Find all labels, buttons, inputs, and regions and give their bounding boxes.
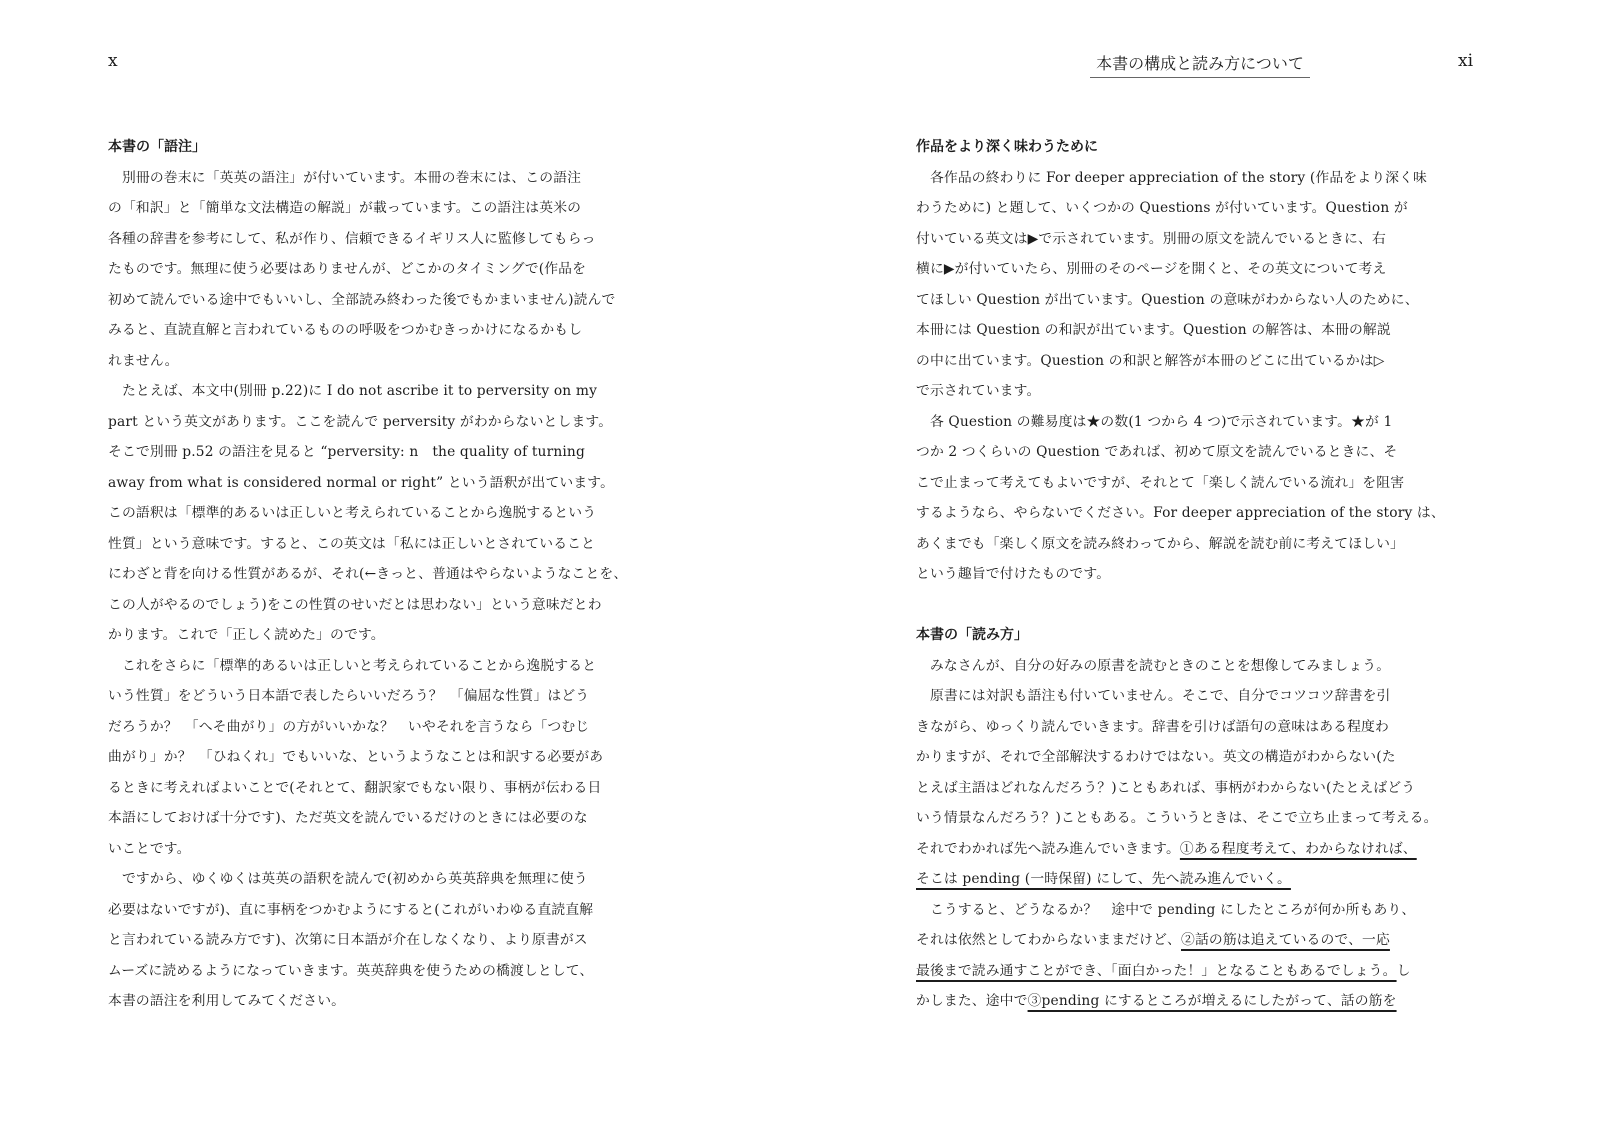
text-line: part という英文があります。ここを読んで perversity がわからないとします。 xyxy=(108,413,613,430)
section-heading-yomikata: 本書の「読み方」 xyxy=(916,627,1028,643)
text-line: たとえば、本文中(別冊 p.22)に I do not ascribe it to perversity on my xyxy=(108,383,598,399)
text-line: 各 Question の難易度は★の数(1 つから 4 つ)で示されています。★が 1 xyxy=(916,413,1393,430)
underlined-phrase: ③pending にするところが増えるにしたがって、話の筋を xyxy=(1027,993,1397,1009)
text-line: この語釈は「標準的あるいは正しいと考えられていることから逸脱するという xyxy=(108,505,597,521)
text-line: で示されています。 xyxy=(916,383,1041,399)
text-line: そこで別冊 p.52 の語注を見ると “perversity: n the quality of turning xyxy=(108,444,585,460)
section-heading-goshu: 本書の「語注」 xyxy=(108,139,206,155)
page-number-left: x xyxy=(108,51,118,71)
text-segment: し xyxy=(1396,962,1411,979)
underlined-phrase: 最後まで読み通すことができ、「面白かった！」となることもあるでしょう。 xyxy=(916,962,1397,979)
text-line: 原書には対訳も語注も付いていません。そこで、自分でコツコツ辞書を引 xyxy=(916,688,1391,704)
text-line: の中に出ています。Question の和訳と解答が本冊のどこに出ているかは▷ xyxy=(916,352,1385,369)
section-body-goshu xyxy=(108,163,674,1017)
text-line: かりますが、それで全部解決するわけではない。英文の構造がわからない(た xyxy=(916,749,1396,765)
section-body-appreciation xyxy=(916,163,1482,590)
text-line: 別冊の巻末に「英英の語注」が付いています。本冊の巻末には、この語注 xyxy=(108,169,582,186)
text-line: あくまでも「楽しく原文を読み終わってから、解説を読む前に考えてほしい」 xyxy=(916,535,1405,552)
underlined-phrase: ②話の筋は追えているので、一応 xyxy=(1181,932,1390,948)
section-body-yomikata-underlined xyxy=(916,834,1482,1017)
text-line-underlined xyxy=(916,834,1482,865)
text-line: この人がやるのでしょう)をこの性質のせいだとは思わない」という意味だとわ xyxy=(108,596,602,613)
text-line: にわざと背を向ける性質があるが、それ(←きっと、普通はやらないようなことを、 xyxy=(108,566,628,582)
text-line: これをさらに「標準的あるいは正しいと考えられていることから逸脱すると xyxy=(108,657,597,674)
underlined-phrase: ①ある程度考えて、わからなければ、 xyxy=(1179,840,1417,857)
section-body-yomikata xyxy=(916,651,1482,834)
section-heading-appreciation: 作品をより深く味わうために xyxy=(916,139,1098,155)
text-line: ですから、ゆくゆくは英英の語釈を読んで(初めから英英辞典を無理に使う xyxy=(108,871,588,887)
text-line: 横に▶が付いていたら、別冊のそのページを開くと、その英文について考え xyxy=(916,261,1387,277)
text-line: と言われている読み方です)、次第に日本語が介在しなくなり、より原書がス xyxy=(108,932,588,948)
text-line: とえば主語はどれなんだろう？)こともあれば、事柄がわからない(たとえばどう xyxy=(916,779,1416,796)
text-segment: こうすると、どうなるか？ 途中で pending にしたところが何か所もあり、 xyxy=(916,901,1416,918)
text-line: こで止まって考えてもよいですが、それとて「楽しく読んでいる流れ」を阻害 xyxy=(916,474,1405,491)
right-page xyxy=(800,0,1600,1135)
text-segment: かしまた、途中で xyxy=(916,993,1028,1009)
text-line: わうために) と題して、いくつかの Questions が付いています。Question が xyxy=(916,200,1408,216)
text-line: 初めて読んでいる途中でもいいし、全部読み終わった後でもかまいません)読んで xyxy=(108,291,616,308)
text-line-underlined xyxy=(916,925,1482,956)
text-segment: それは依然としてわからないままだけど、 xyxy=(916,932,1181,948)
text-line: away from what is considered normal or right” という語釈が出ています。 xyxy=(108,474,615,491)
text-line-underlined xyxy=(916,895,1482,926)
underlined-phrase: そこは pending (一時保留) にして、先へ読み進んでいく。 xyxy=(916,871,1291,887)
text-segment: それでわかれば先へ読み進んでいきます。 xyxy=(916,840,1180,857)
section-spacer xyxy=(916,590,1482,621)
text-line: 各作品の終わりに For deeper appreciation of the story (作品をより深く味 xyxy=(916,169,1427,186)
text-line: 各種の辞書を参考にして、私が作り、信頼できるイギリス人に監修してもらっ xyxy=(108,230,596,247)
running-head: 本書の構成と読み方について xyxy=(1090,51,1310,78)
text-line: 付いている英文は▶で示されています。別冊の原文を読んでいるときに、右 xyxy=(916,230,1386,247)
text-line: みると、直読直解と言われているものの呼吸をつかむきっかけになるかもし xyxy=(108,322,583,338)
right-text-block xyxy=(916,132,1482,1017)
text-line: するようなら、やらないでください。For deeper appreciation of the story は、 xyxy=(916,505,1445,521)
text-line: だろうか？ 「へそ曲がり」の方がいいかな？ いやそれを言うなら「つむじ xyxy=(108,718,590,735)
text-line: れません。 xyxy=(108,352,179,369)
text-line: の「和訳」と「簡単な文法構造の解説」が載っています。この語注は英米の xyxy=(108,200,582,216)
text-line: いことです。 xyxy=(108,840,191,857)
text-line: たものです。無理に使う必要はありませんが、どこかのタイミングで(作品を xyxy=(108,261,587,277)
text-line: 必要はないですが)、直に事柄をつかむようにすると(これがいわゆる直読直解 xyxy=(108,901,594,918)
text-line: てほしい Question が出ています。Question の意味がわからない人のために、 xyxy=(916,291,1419,308)
text-line: 曲がり」か？ 「ひねくれ」でもいいな、というようなことは和訳する必要があ xyxy=(108,749,604,765)
text-line: いう情景なんだろう？)こともある。こういうときは、そこで立ち止まって考える。 xyxy=(916,810,1438,826)
text-line: かります。これで「正しく読めた」のです。 xyxy=(108,627,385,643)
text-line: 本語にしておけば十分です)、ただ英文を読んでいるだけのときには必要のな xyxy=(108,810,588,826)
text-line-underlined xyxy=(916,956,1482,987)
text-line: るときに考えればよいことで(それとて、翻訳家でもない限り、事柄が伝わる日 xyxy=(108,779,602,796)
text-line: 性質」という意味です。すると、この英文は「私には正しいとされていること xyxy=(108,535,596,552)
left-text-block xyxy=(108,132,674,1017)
text-line: きながら、ゆっくり読んでいきます。辞書を引けば語句の意味はある程度わ xyxy=(916,718,1389,735)
text-line: みなさんが、自分の好みの原書を読むときのことを想像してみましょう。 xyxy=(916,657,1391,674)
text-line: 本冊には Question の和訳が出ています。Question の解答は、本冊の解説 xyxy=(916,322,1391,338)
text-line: 本書の語注を利用してみてください。 xyxy=(108,993,346,1009)
page-number-right: xi xyxy=(1458,51,1474,71)
text-line: いう性質」をどういう日本語で表したらいいだろう？ 「偏屈な性質」はどう xyxy=(108,688,590,704)
text-line-underlined xyxy=(916,986,1482,1017)
text-line-underlined xyxy=(916,864,1482,895)
text-line: ムーズに読めるようになっていきます。英英辞典を使うための橋渡しとして、 xyxy=(108,962,594,979)
text-line: という趣旨で付けたものです。 xyxy=(916,566,1111,582)
text-line: つか 2 つくらいの Question であれば、初めて原文を読んでいるときに、そ xyxy=(916,444,1398,460)
